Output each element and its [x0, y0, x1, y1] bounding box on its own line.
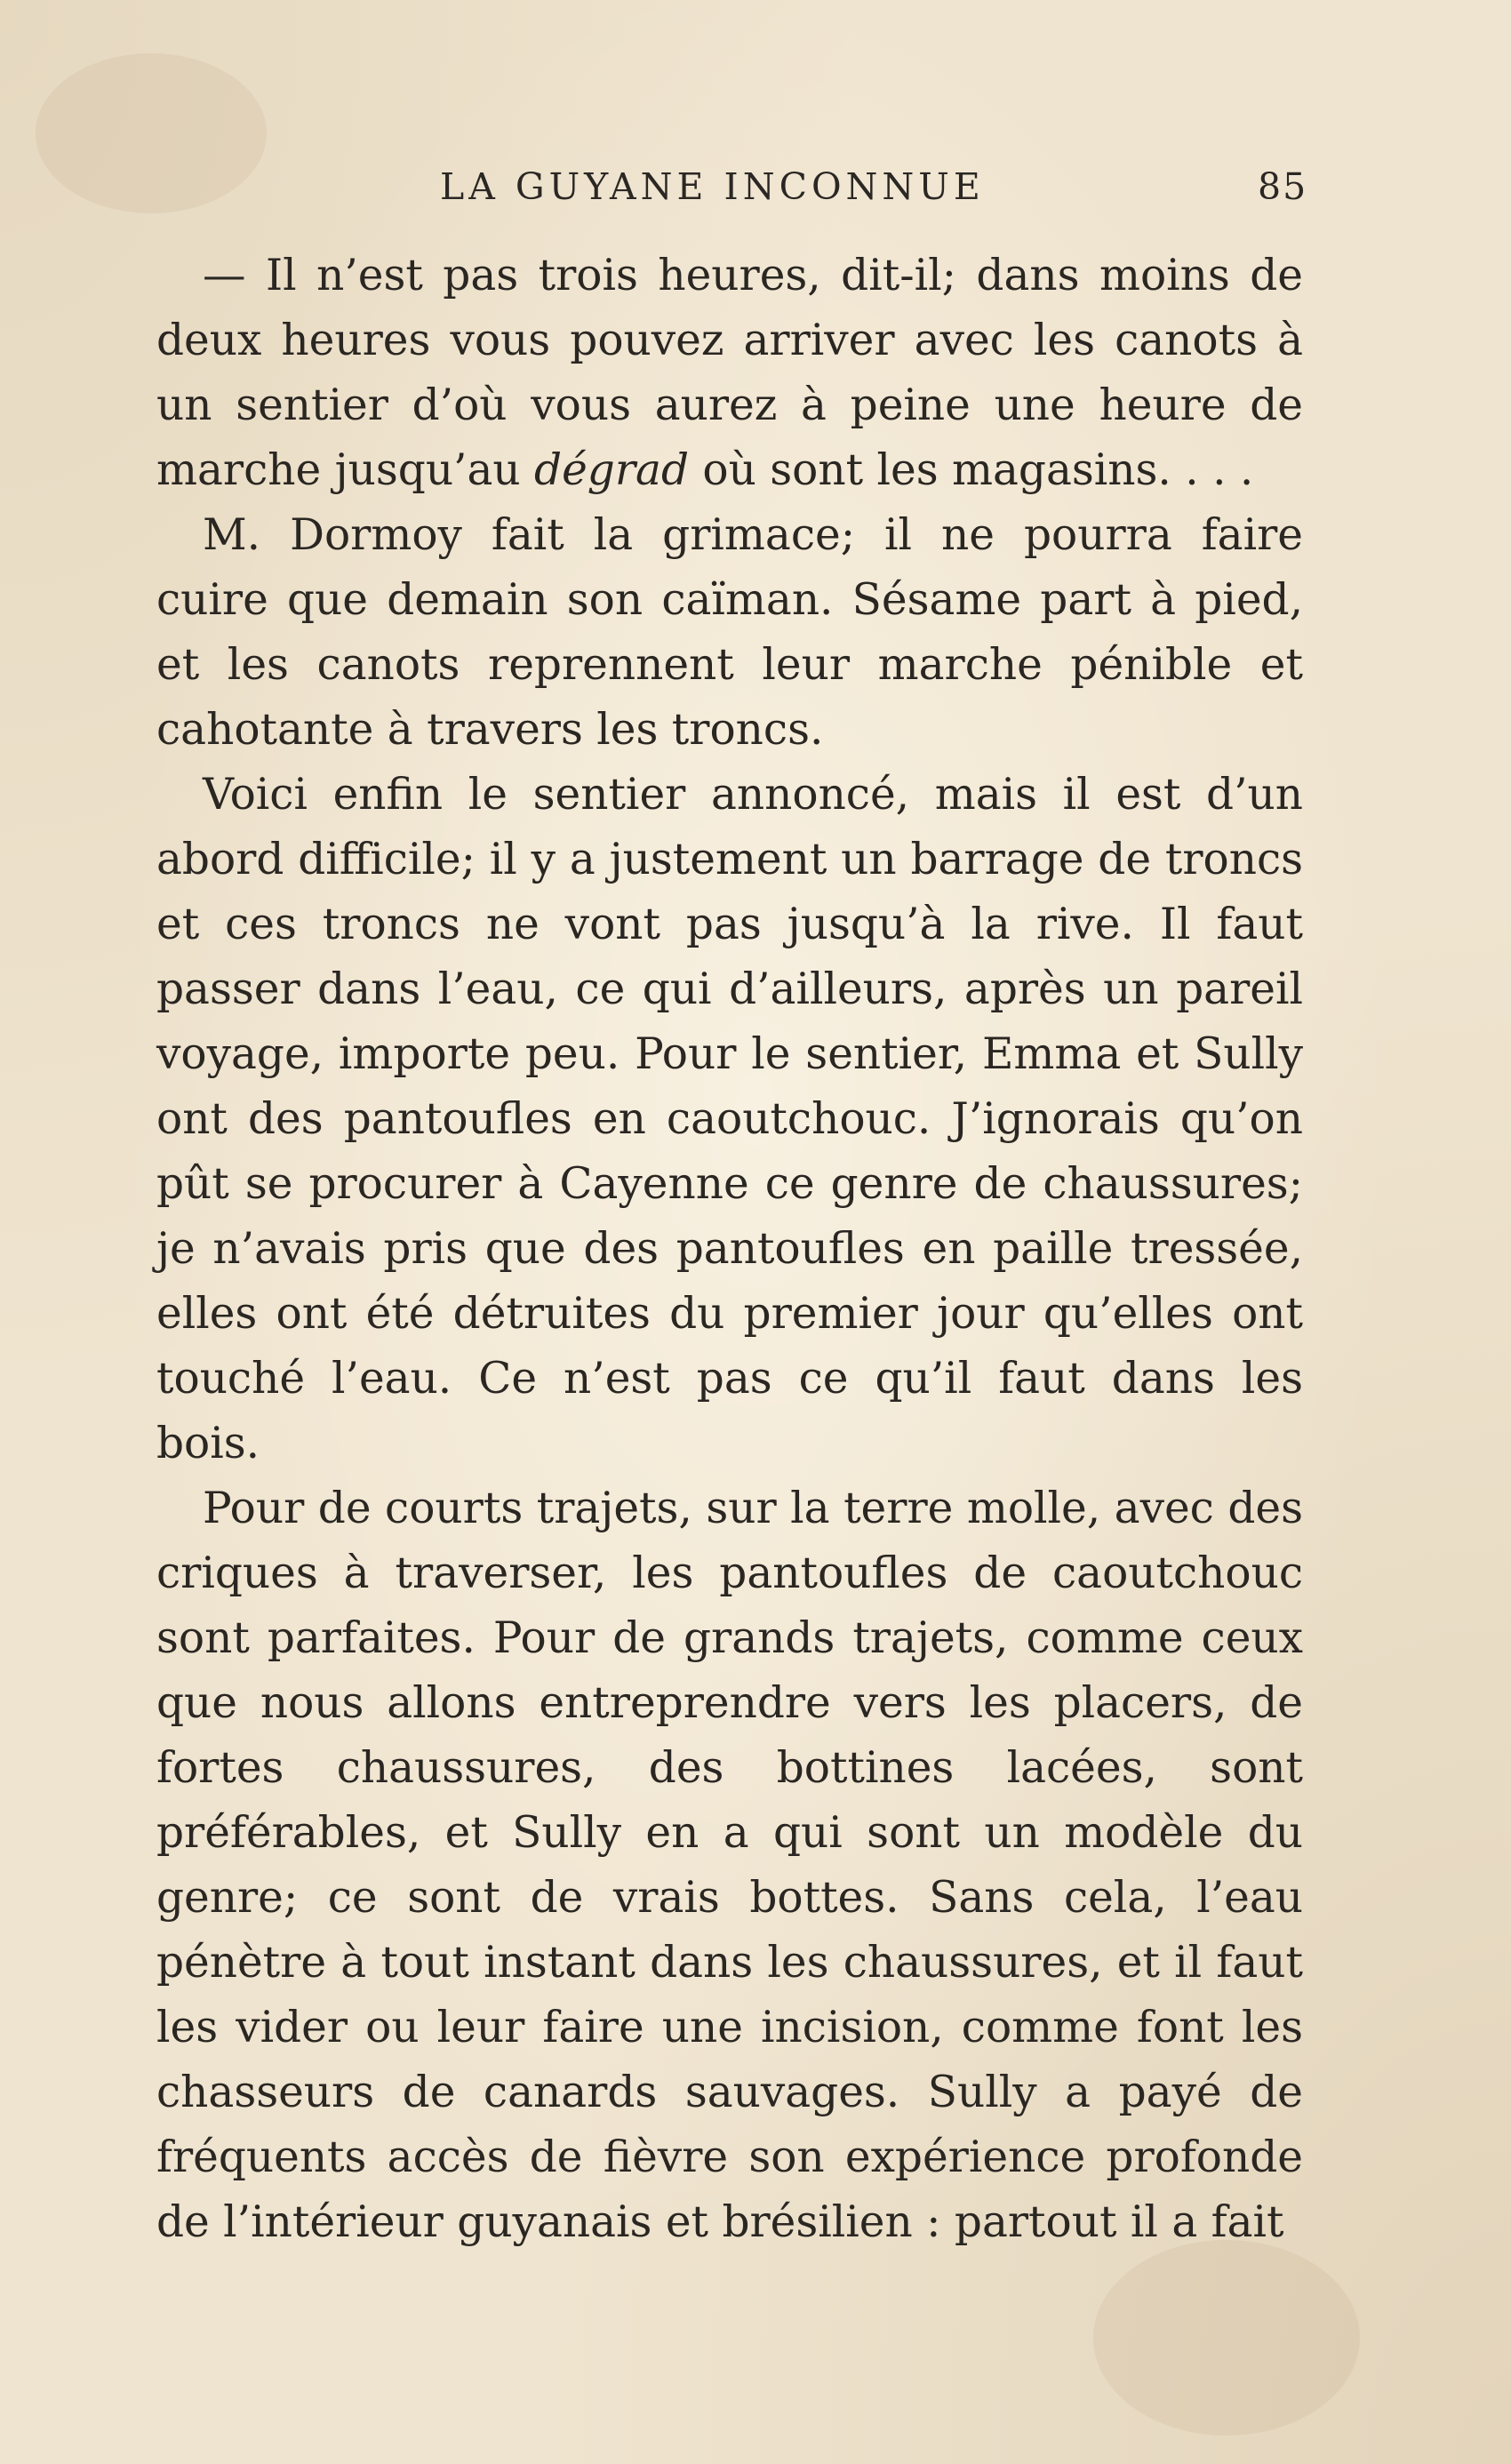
paragraph: M. Dormoy fait la grimace; il ne pourra faire cuire que demain son caïman. Sésame part à pied, et les canots reprennent leur marche pénible et cahotante à travers les troncs.: [156, 510, 1303, 755]
running-header: [0, 165, 1511, 219]
paragraph-dialogue: [156, 244, 1303, 503]
paragraph: Voici enfin le sentier annoncé, mais il est d’un abord difficile; il y a justement un barrage de troncs et ces troncs ne vont pas jusqu’à la rive. Il faut passer dans l’eau, ce qui d’ailleurs, après un pareil voyage, importe peu. Pour le sentier, Emma et Sully ont des pantoufles en caoutchouc. J’ignorais qu’on pût se procurer à Cayenne ce genre de chaussures; je n’avais pris que des pantoufles en paille tressée, elles ont été détruites du premier jour qu’elles ont touché l’eau. Ce n’est pas ce qu’il faut dans les bois.: [156, 770, 1303, 1468]
running-title: LA GUYANE INCONNUE: [440, 165, 985, 208]
paper-stain: [1093, 2240, 1360, 2436]
page-number: 85: [1258, 165, 1308, 208]
body-text: [156, 244, 1303, 2255]
paragraph: Pour de courts trajets, sur la terre molle, avec des criques à traverser, les pantoufles de caoutchouc sont parfaites. Pour de grands trajets, comme ceux que nous allons entreprendre vers les placers, de fortes chaussures, des bottines lacées, sont préférables, et Sully en a qui sont un modèle du genre; ce sont de vrais bottes. Sans cela, l’eau pénètre à tout instant dans les chaussures, et il faut les vider ou leur faire une incision, comme font les chasseurs de canards sauvages. Sully a payé de fréquents accès de fièvre son expérience profonde de l’intérieur guyanais et brésilien : partout il a fait: [156, 1484, 1303, 2247]
paragraph-text: — Il n’est pas trois heures, dit-il; dans moins de deux heures vous pouvez arriver avec les canots à un sentier d’où vous aurez à peine une heure de marche jusqu’au: [156, 251, 1303, 495]
paragraph-text: où sont les magasins. . . .: [689, 445, 1254, 495]
italic-term: dégrad: [534, 445, 689, 495]
